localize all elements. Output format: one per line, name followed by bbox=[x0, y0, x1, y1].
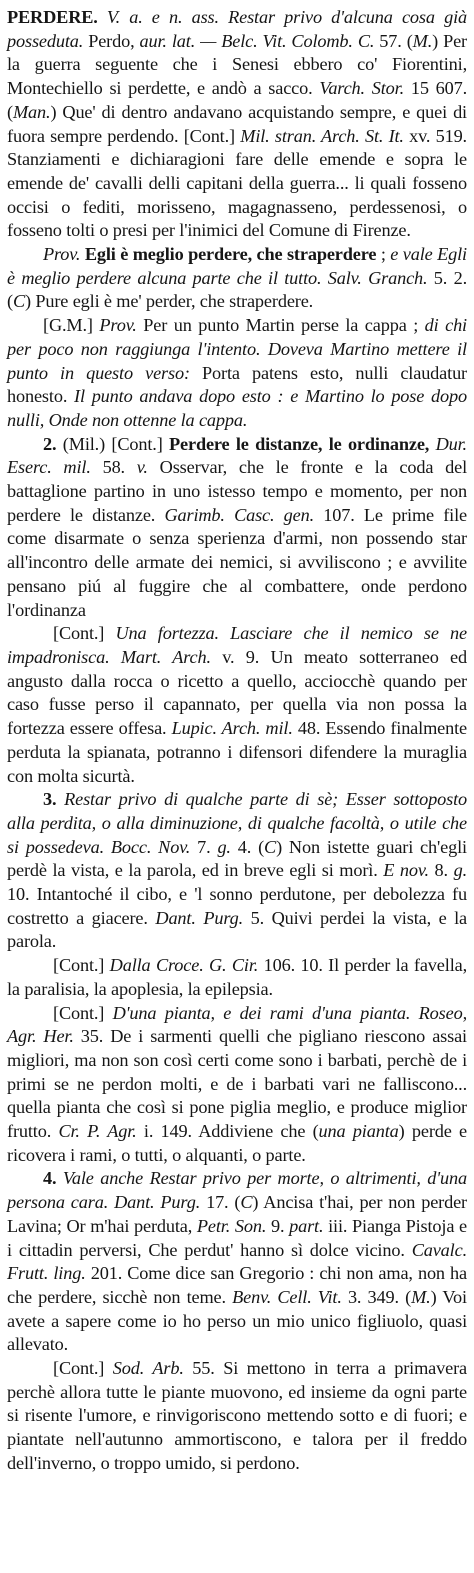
bold-phrase: Perdere le distanze, le ordinanze, bbox=[169, 433, 430, 454]
italic-run: Dalla Croce. G. Cir. bbox=[109, 955, 259, 976]
text-run: iii. Pianga Pistoja e i cittadin perversi, Che perdut' hanno sì dolce vicino. bbox=[7, 1215, 467, 1260]
italic-run: g. bbox=[217, 836, 231, 857]
italic-run: C bbox=[240, 1192, 253, 1213]
text-run: ) Pure egli è me' perder, che straperdere. bbox=[25, 291, 314, 312]
italic-run: Prov. bbox=[99, 315, 137, 336]
italic-run: Dur. Eserc. mil. bbox=[7, 433, 467, 478]
text-run: 10. Intantoché il cibo, e 'l sonno perdutone, per debolezza fu costretto a giacere. bbox=[7, 884, 467, 928]
text-run: ) Per la guerra seguente che i Senesi ebbero co' Fiorentini, Montechiello si perdette, e andò a sacco. bbox=[7, 30, 467, 99]
italic-run: Benv. Cell. Vit. bbox=[232, 1286, 342, 1307]
text-run: 5. 2. ( bbox=[7, 267, 467, 312]
text-run: ) Voi avete a sapere come io ho perso un mio unico figliuolo, quasi allevato. bbox=[7, 1286, 467, 1355]
italic-run: v. bbox=[136, 457, 148, 478]
text-run: v. 9. Un meato sotterraneo ed angusto dalla rocca o ricetto a quello, acciocchè quando per caso fusse perso il capannato, per quella via non possa la fortezza essere offesa. bbox=[7, 646, 467, 739]
text-run: ) Que' di dentro andavano acquistando sempre, e quei di fuora sempre perdendo. [Cont.] bbox=[7, 101, 467, 146]
entry-paragraph bbox=[7, 1167, 467, 1357]
entry-paragraph bbox=[7, 314, 467, 433]
italic-run: Il punto andava dopo esto : e Martino lo pose dopo nulli, Onde non ottenne la cappa. bbox=[7, 386, 467, 430]
italic-run: Garimb. Casc. gen. bbox=[164, 504, 315, 525]
italic-run: part. bbox=[289, 1215, 324, 1236]
italic-run: Mil. stran. Arch. St. It. bbox=[240, 125, 404, 146]
italic-run: Cr. P. Agr. bbox=[58, 1121, 137, 1142]
text-run: [Cont.] bbox=[53, 623, 116, 644]
text-run: Porta patens esto, nulli claudatur honesto. bbox=[7, 362, 467, 407]
text-run: 17. ( bbox=[200, 1192, 241, 1213]
text-run: 201. Come dice san Gregorio : chi non ama, non ha che perdere, sicchè non teme. bbox=[7, 1263, 467, 1307]
italic-run: V. a. e n. ass. Restar privo d'alcuna cosa già posseduta. bbox=[7, 7, 467, 51]
text-run: ) Non istette guari ch'egli perdè la vista, e la parola, ed in breve egli si morì. bbox=[7, 836, 467, 881]
italic-run: M. bbox=[411, 1286, 431, 1307]
text-run: ; bbox=[376, 244, 391, 265]
text-run: [Cont.] bbox=[53, 955, 110, 976]
text-run: [G.M.] bbox=[43, 315, 100, 336]
entry-paragraph bbox=[7, 788, 467, 954]
text-run: 9. bbox=[266, 1215, 290, 1236]
text-run: [Cont.] bbox=[53, 1002, 113, 1023]
italic-run: Sod. Arb. bbox=[112, 1358, 184, 1379]
italic-run: Vale anche Restar privo per morte, o altrimenti, d'una persona cara. Dant. Purg. bbox=[7, 1168, 467, 1213]
italic-run: Una fortezza. Lasciare che il nemico se ne impadronisca. Mart. Arch. bbox=[7, 623, 468, 667]
text-run: Perdo, bbox=[83, 30, 140, 51]
italic-run: di chi per poco non raggiunga l'intento. Doveva Martino mettere il punto in questo verso: bbox=[7, 315, 467, 383]
text-run: 58. bbox=[90, 457, 137, 478]
text-run: 3. 349. ( bbox=[341, 1286, 412, 1307]
italic-run: g. bbox=[453, 860, 467, 881]
entry-paragraph bbox=[7, 243, 467, 314]
text-run: 55. Si mettono in terra a primavera perchè allora tutte le piante muovono, ed insieme da ogni parte si risente l'umore, e rinvigoriscono mettendo sotto e di fuori; e piantate nell'autunno ammortiscono, e talora per il freddo dell'inverno, o troppo umido, si perdono. bbox=[7, 1358, 468, 1473]
text-run: 107. Le prime file come disarmate o senza sperienza d'armi, non possendo star all'incontro delle armate dei nemici, si avviliscono ; e avvilite pensano piú al fuggire che al combattere, onde perdono l'ordinanza bbox=[7, 504, 467, 620]
entry-paragraph bbox=[7, 1357, 467, 1476]
italic-run: D'una pianta, e dei rami d'una pianta. Roseo, Agr. Her. bbox=[7, 1002, 468, 1047]
text-run: 5. Quivi perdei la vista, e la parola. bbox=[7, 907, 467, 952]
italic-run: Petr. Son. bbox=[196, 1215, 267, 1236]
text-run: 4. ( bbox=[230, 836, 265, 857]
text-run: 7. bbox=[190, 836, 218, 857]
italic-run: aur. lat. — Belc. Vit. Colomb. C. bbox=[139, 30, 375, 51]
italic-run: Man. bbox=[12, 101, 51, 122]
entry-paragraph bbox=[7, 6, 467, 243]
italic-run: E nov. bbox=[383, 860, 429, 881]
text-run: (Mil.) [Cont.] bbox=[56, 433, 169, 454]
sense-number: 2. bbox=[43, 433, 57, 454]
text-run: 35. De i sarmenti quelli che pigliano riescono assai migliori, ma non son così certi come sono i barbati, perchè de i primi se ne perdon molti, e de i barbati vari ne falliscono... quella pianta che così si pone piglia meglio, e produce miglior frutto. bbox=[7, 1026, 467, 1142]
italic-run: Lupic. Arch. mil. bbox=[171, 718, 293, 739]
sense-number: 3. bbox=[43, 789, 57, 810]
italic-run: M. bbox=[412, 30, 433, 51]
text-run: Per un punto Martin perse la cappa ; bbox=[136, 315, 425, 336]
italic-run: Varch. Stor. bbox=[319, 78, 405, 99]
bold-phrase: Egli è meglio perdere, che straperdere bbox=[80, 244, 377, 265]
entry-paragraph bbox=[7, 1002, 467, 1168]
italic-run: e vale Egli è meglio perdere alcuna parte che il tutto. Salv. Granch. bbox=[7, 244, 467, 288]
text-run: i. 149. Addiviene che ( bbox=[136, 1121, 319, 1142]
italic-run: una pianta bbox=[318, 1121, 399, 1142]
headword: PERDERE. bbox=[7, 7, 98, 27]
entry-paragraph bbox=[7, 622, 467, 788]
text-run: Osservar, che le fronte e la coda del battaglione partino in uno istesso tempo e momento, per non perdere le distanze. bbox=[7, 457, 467, 525]
entry-paragraph bbox=[7, 954, 467, 1001]
italic-run: C bbox=[264, 836, 277, 857]
sense-number: 4. bbox=[43, 1168, 57, 1189]
text-run: 106. 10. Il perder la favella, la paralisia, la apoplesia, la epilepsia. bbox=[7, 955, 468, 999]
text-run: ) perde e ricovera i rami, o tutti, o alquanti, o parte. bbox=[7, 1121, 468, 1165]
text-run: 8. bbox=[428, 860, 454, 881]
text-run: xv. 519. Stanziamenti e dichiaragioni fare delle emende e sopra le emende de' cavalli delli capitani della guerra... li quali fosseno occisi o fediti, morisseno, magagnasseno, perdessenosi, o fosseno tolti o presi per l'inimici del Comune di Firenze. bbox=[7, 125, 467, 241]
text-run: 57. ( bbox=[374, 30, 413, 51]
text-run: 15 607. ( bbox=[7, 78, 467, 122]
italic-run: Restar privo di qualche parte di sè; Esser sottoposto alla perdita, o alla diminuzione, di qualche facoltà, o utile che si possedeva. Bocc. Nov. bbox=[7, 789, 467, 857]
entry-paragraph bbox=[7, 433, 467, 623]
italic-run: C bbox=[12, 291, 25, 312]
italic-run: Dant. Purg. bbox=[155, 907, 244, 928]
italic-run: Cavalc. Frutt. ling. bbox=[7, 1239, 467, 1284]
italic-run: Prov. bbox=[43, 244, 81, 265]
text-run: [Cont.] bbox=[53, 1358, 113, 1379]
text-run: 48. Essendo finalmente perduta la spianata, potranno i difensori difendere la muraglia con molta sicurtà. bbox=[7, 718, 467, 786]
text-run: ) Ancisa t'hai, per non perder Lavina; Or m'hai perduta, bbox=[7, 1192, 467, 1236]
